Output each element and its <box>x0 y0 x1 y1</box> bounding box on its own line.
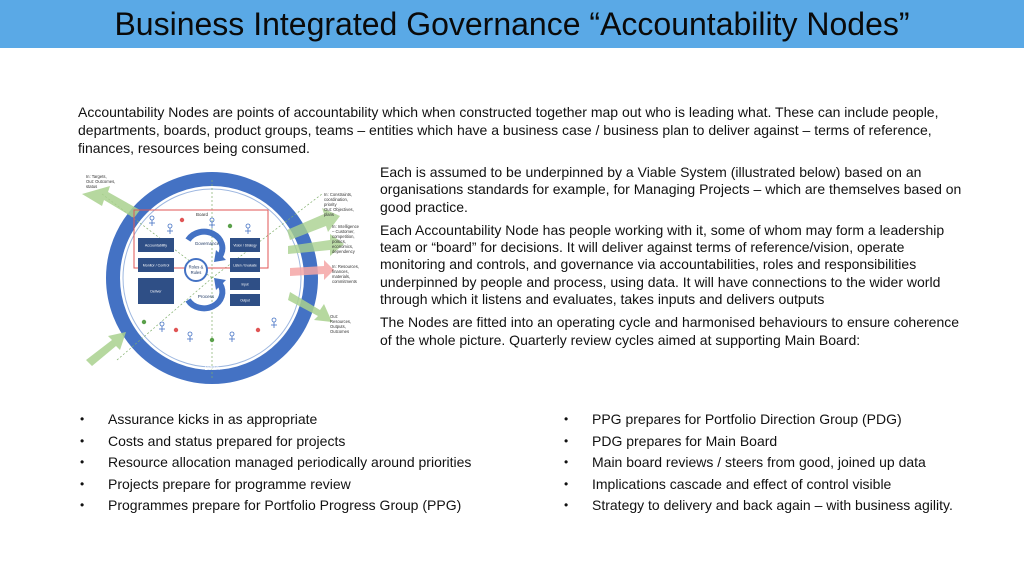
svg-text:Outputs,: Outputs, <box>330 324 346 329</box>
bullet-list-left <box>78 411 528 519</box>
svg-text:plans: plans <box>324 212 335 217</box>
svg-text:In: Intelligence: In: Intelligence <box>332 224 360 229</box>
box-output-label: Output <box>240 298 250 303</box>
box-input-label: Input <box>241 282 249 287</box>
paragraph-operating-cycle: The Nodes are fitted into an operating cycle and harmonised behaviours to ensure coherence of the whole picture. Quarterly review cycles aimed at supporting Main Board: <box>380 314 960 348</box>
box-vision-strategy-label: Vision / Strategy <box>233 243 257 248</box>
page-title: Business Integrated Governance “Accountability Nodes” <box>114 6 910 42</box>
list-item: • Programmes prepare for Portfolio Progress Group (PPG) <box>78 497 528 515</box>
governance-label: Governance <box>194 241 220 246</box>
data-ring-label: DATA <box>204 366 220 372</box>
svg-text:coordination,: coordination, <box>324 197 348 202</box>
svg-text:commitments: commitments <box>332 279 357 284</box>
svg-text:dependency: dependency <box>332 249 355 254</box>
annotation-constraints <box>324 192 354 217</box>
list-item: • Costs and status prepared for projects <box>78 433 528 451</box>
annotation-top-left <box>86 174 115 189</box>
list-item: • PPG prepares for Portfolio Direction Group (PDG) <box>562 411 982 429</box>
list-item: • PDG prepares for Main Board <box>562 433 982 451</box>
svg-text:status: status <box>86 184 98 189</box>
svg-text:politics,: politics, <box>332 239 346 244</box>
svg-text:Outcomes: Outcomes <box>330 329 350 334</box>
paragraph-viable-system: Each is assumed to be underpinned by a Viable System (illustrated below) based on an organisations standards for example, for Managing Projects – which are themselves based on good practice. <box>380 164 962 215</box>
svg-text:Out:: Out: <box>330 314 338 319</box>
board-label: Board <box>196 212 209 217</box>
intro-paragraph: Accountability Nodes are points of accountability which when constructed together map out who is leading what. These can include people, departments, boards, product groups, teams – entities which have a business case / business plan to deliver against – terms of reference, finances, resources being consumed. <box>78 104 939 156</box>
box-accountability-label: Accountability <box>144 243 168 248</box>
svg-text:competition,: competition, <box>332 234 355 239</box>
annotation-outputs <box>330 314 351 334</box>
list-item: • Assurance kicks in as appropriate <box>78 411 528 429</box>
list-item: • Projects prepare for programme review <box>78 476 528 494</box>
svg-text:In: Constraints,: In: Constraints, <box>324 192 353 197</box>
process-label: Process <box>197 294 215 299</box>
paragraph-accountability-node: Each Accountability Node has people working with it, some of whom may form a leadership team or “board” for decisions. It will deliver against terms of reference/vision, operate monitoring and controls, and governance via accountabilities, roles and responsibilities underpinned by people and process, using data. It will have connections to the wider world through which it listens and evaluates, takes inputs and delivers outputs <box>380 221 945 308</box>
body-text <box>380 164 965 355</box>
box-deliver-label: Deliver <box>150 289 162 294</box>
box-monitor-control-label: Monitor / Control <box>142 263 170 268</box>
svg-text:finances,: finances, <box>332 269 349 274</box>
list-item: • Strategy to delivery and back again – with business agility. <box>562 497 982 515</box>
arrow-bottom-left <box>86 332 126 366</box>
rules-label: Rules <box>190 270 202 275</box>
annotation-intelligence <box>332 224 360 254</box>
arrow-top-left <box>82 186 140 218</box>
svg-text:materials,: materials, <box>332 274 351 279</box>
list-item: • Resource allocation managed periodically around priorities <box>78 454 528 472</box>
list-item: • Implications cascade and effect of control visible <box>562 476 982 494</box>
svg-text:Out: Objectives,: Out: Objectives, <box>324 207 354 212</box>
roles-label: Roles & <box>188 264 204 270</box>
bullet-list-right <box>562 411 982 519</box>
annotation-resources <box>332 264 359 284</box>
svg-text:Out: Outcomes,: Out: Outcomes, <box>86 179 116 184</box>
box-listen-evaluate-label: Listen / Evaluate <box>233 263 257 268</box>
svg-text:economics,: economics, <box>332 244 354 249</box>
svg-text:In: Resources,: In: Resources, <box>332 264 359 269</box>
viable-system-diagram <box>62 170 368 386</box>
svg-text:– Customer,: – Customer, <box>332 229 355 234</box>
svg-text:In: Targets,: In: Targets, <box>86 174 107 179</box>
list-item: • Main board reviews / steers from good, joined up data <box>562 454 982 472</box>
svg-text:Resources,: Resources, <box>330 319 352 324</box>
svg-text:priority: priority <box>324 202 337 207</box>
